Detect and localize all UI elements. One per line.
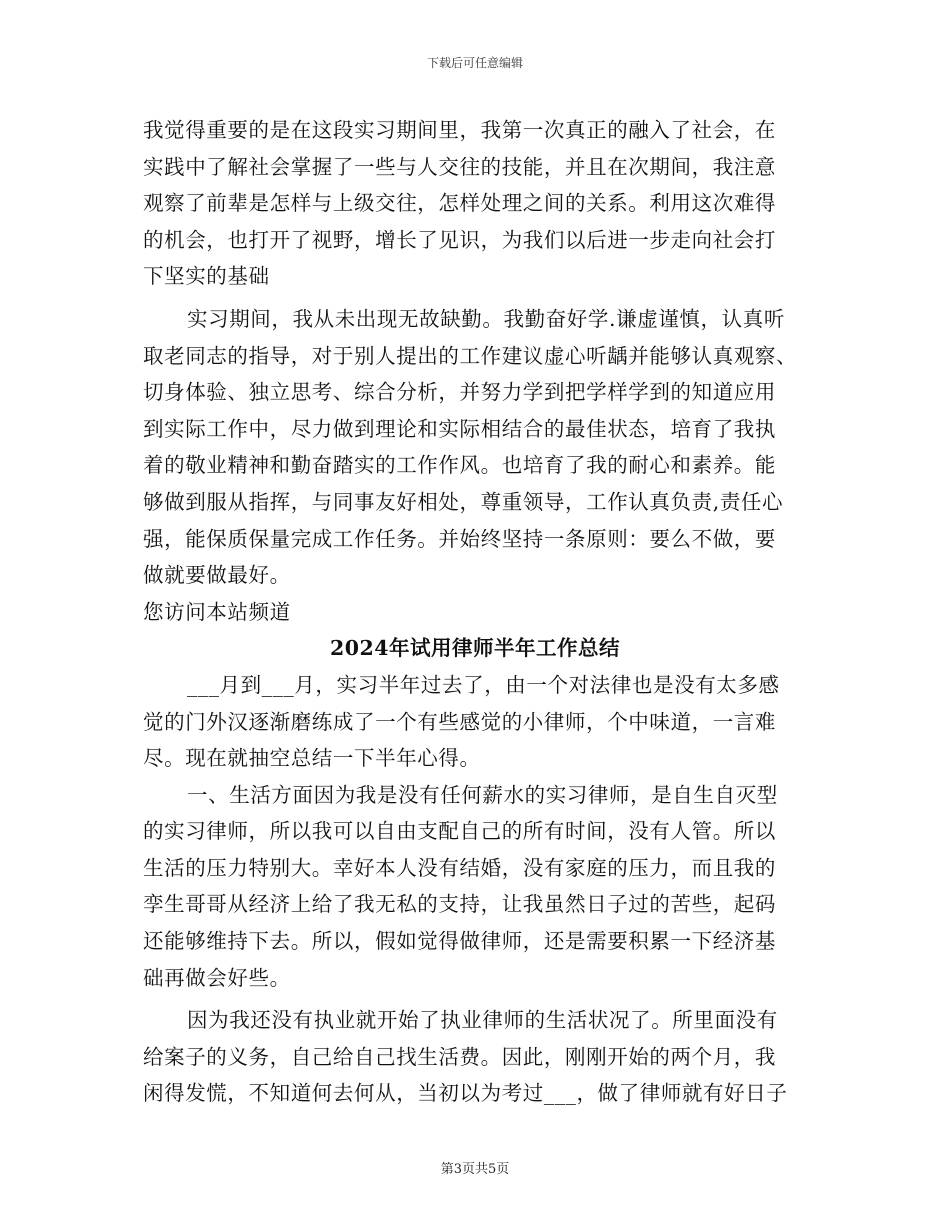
text-line: ___月到___月，实习半年过去了，由一个对法律也是没有太多感 xyxy=(187,672,780,697)
visit-channel-line: 您访问本站频道 xyxy=(143,599,291,624)
paragraph-1 xyxy=(143,112,807,295)
text-line: 孪生哥哥从经济上给了我无私的支持，让我虽然日子过的苦些，起码 xyxy=(143,892,776,917)
section-title: 2024年试用律师半年工作总结 xyxy=(329,636,621,661)
text-line: 因为我还没有执业就开始了执业律师的生活状况了。所里面没有 xyxy=(187,1008,778,1033)
text-line: 觉的门外汉逐渐磨练成了一个有些感觉的小律师，个中味道，一言难 xyxy=(143,709,776,734)
paragraph-2 xyxy=(143,301,807,594)
page-number-footer: 第3页共5页 xyxy=(440,1162,510,1177)
text-line: 给案子的义务，自己给自己找生活费。因此，刚刚开始的两个月，我 xyxy=(143,1044,776,1069)
paragraph-3 xyxy=(143,667,807,777)
text-line: 生活的压力特别大。幸好本人没有结婚，没有家庭的压力，而且我的 xyxy=(143,855,776,880)
text-line: 实践中了解社会掌握了一些与人交往的技能，并且在次期间，我注意 xyxy=(143,154,776,179)
text-line: 强，能保质保量完成工作任务。并始终坚持一条原则：要么不做，要 xyxy=(143,526,776,551)
text-line: 的机会，也打开了视野，增长了见识，为我们以后进一步走向社会打 xyxy=(143,227,776,252)
page-header-note: 下载后可任意编辑 xyxy=(426,56,523,70)
paragraph-5 xyxy=(143,1002,807,1112)
text-line: 够做到服从指挥，与同事友好相处，尊重领导，工作认真负责,责任心 xyxy=(143,489,784,514)
text-line: 切身体验、独立思考、综合分析，并努力学到把学样学到的知道应用 xyxy=(143,380,776,405)
paragraph-4 xyxy=(143,777,807,997)
document-body xyxy=(143,112,807,1112)
text-line: 础再做会好些。 xyxy=(143,965,291,990)
text-line: 尽。现在就抽空总结一下半年心得。 xyxy=(143,746,481,771)
text-line: 下坚实的基础 xyxy=(143,264,270,289)
text-line: 我觉得重要的是在这段实习期间里，我第一次真正的融入了社会，在 xyxy=(143,118,776,142)
text-line: 观察了前辈是怎样与上级交往，怎样处理之间的关系。利用这次难得 xyxy=(143,191,776,216)
text-line: 还能够维持下去。所以，假如觉得做律师，还是需要积累一下经济基 xyxy=(143,929,776,954)
text-line: 着的敬业精神和勤奋踏实的工作作风。也培育了我的耐心和素养。能 xyxy=(143,453,776,478)
text-line: 做就要做最好。 xyxy=(143,563,291,588)
text-line: 一、生活方面因为我是没有任何薪水的实习律师，是自生自灭型 xyxy=(187,782,778,807)
text-line: 实习期间，我从未出现无故缺勤。我勤奋好学.谦虚谨慎，认真听 xyxy=(187,306,785,331)
text-line: 闲得发慌，不知道何去何从，当初以为考过___，做了律师就有好日子 xyxy=(143,1081,788,1106)
text-line: 取老同志的指导，对于别人提出的工作建议虚心听龋并能够认真观察、 xyxy=(143,343,798,368)
text-line: 的实习律师，所以我可以自由支配自己的所有时间，没有人管。所以 xyxy=(143,819,776,844)
text-line: 到实际工作中，尽力做到理论和实际相结合的最佳状态，培育了我执 xyxy=(143,416,776,441)
